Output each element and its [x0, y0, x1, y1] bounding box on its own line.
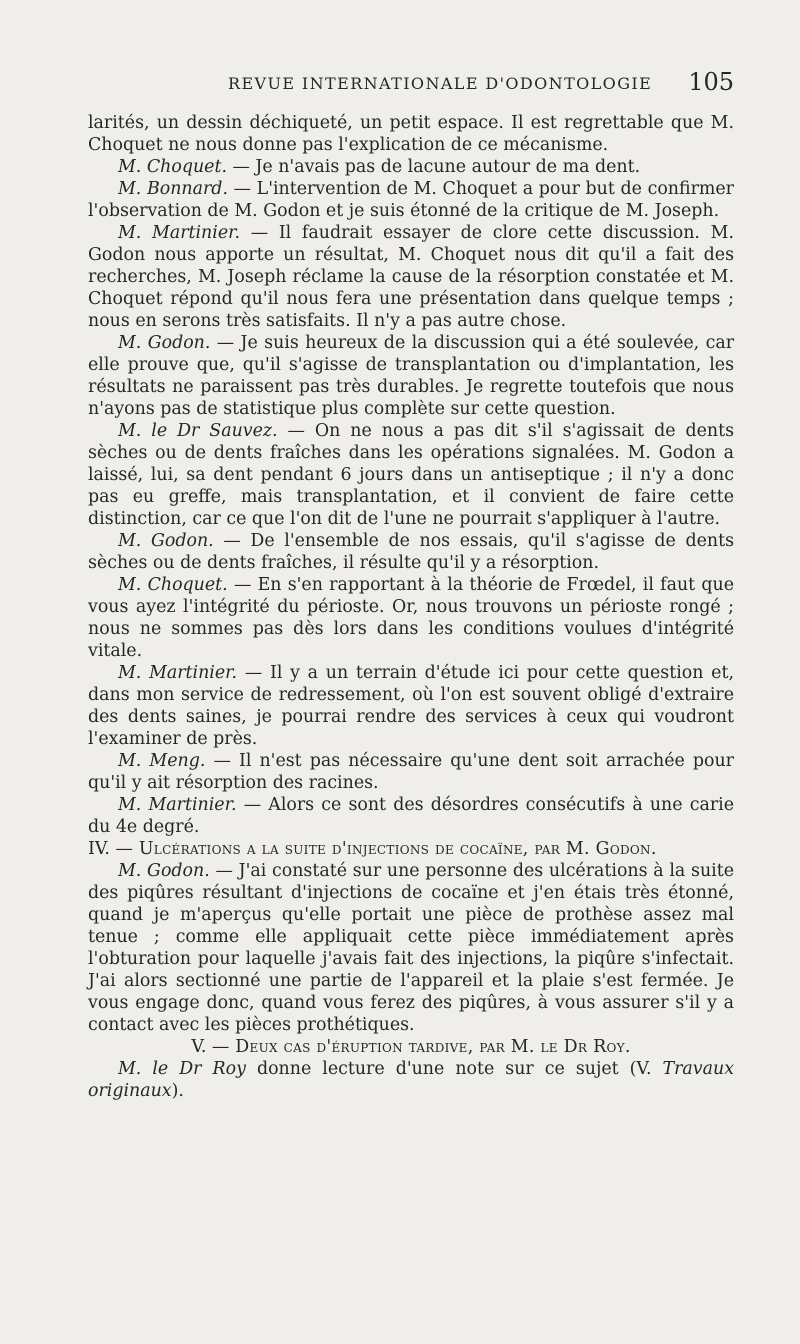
speaker-name: M. Martinier.	[118, 223, 241, 243]
paragraph-text: — Il n'est pas nécessaire qu'une dent soit arrachée pour qu'il y ait résorption des racines.	[88, 751, 734, 793]
paragraph	[88, 860, 734, 1036]
section-title: Ulcérations a la suite d'injections de cocaïne, par M. Godon.	[138, 839, 657, 859]
paragraph-text: ).	[171, 1081, 184, 1101]
paragraph-text: — L'intervention de M. Choquet a pour but de confirmer l'observation de M. Godon et je suis étonné de la critique de M. Joseph.	[88, 179, 734, 221]
speaker-name: M. Bonnard.	[118, 179, 228, 199]
reference-title: Travaux originaux	[88, 1059, 734, 1101]
speaker-name: M. le Dr Sauvez.	[118, 421, 278, 441]
speaker-name: M. Meng.	[118, 751, 206, 771]
running-header	[88, 66, 734, 102]
paragraph-text: — Je suis heureux de la discussion qui a été soulevée, car elle prouve que, qu'il s'agisse de transplantation ou d'implantation, les résultats ne paraissent pas très durables. Je regrette toutefois que nous n'ayons pas de statistique plus complète sur cette question.	[88, 333, 735, 419]
speaker-name: M. Martinier.	[118, 663, 238, 683]
paragraph-text: — Je n'avais pas de lacune autour de ma dent.	[226, 157, 641, 177]
section-numeral: V. —	[191, 1037, 230, 1057]
paragraph	[88, 156, 734, 178]
paragraph	[88, 1058, 734, 1102]
paragraph-text: — De l'ensemble de nos essais, qu'il s'agisse de dents sèches ou de dents fraîches, il résulte qu'il y a résorption.	[88, 531, 734, 573]
speaker-name: M. Godon.	[118, 861, 210, 881]
paragraph-text: — Il y a un terrain d'étude ici pour cette question et, dans mon service de redressement, où l'on est souvent obligé d'extraire des dents saines, je pourrai rendre des services à ceux qui voudront l'examiner de près.	[88, 663, 734, 749]
speaker-name: M. le Dr Roy	[118, 1059, 246, 1079]
paragraph	[88, 332, 734, 420]
paragraph-text: — Alors ce sont des désordres consécutifs à une carie du 4e degré.	[88, 795, 734, 837]
paragraph-text: — Il faudrait essayer de clore cette discussion. M. Godon nous apporte un résultat, M. Choquet nous dit qu'il a fait des recherches, M. Joseph réclame la cause de la résorption constatée et M. Choquet répond qu'il nous fera une présentation dans quelque temps ; nous en serons très satisfaits. Il n'y a pas autre chose.	[88, 223, 734, 331]
paragraph	[88, 112, 734, 156]
paragraph-text: donne lecture d'une note sur ce sujet (V.	[245, 1059, 663, 1079]
paragraph	[88, 530, 734, 574]
paragraph	[88, 178, 734, 222]
paragraph	[88, 222, 734, 332]
paragraph	[88, 420, 734, 530]
paragraph-text: — En s'en rapportant à la théorie de Frœdel, il faut que vous ayez l'intégrité du périoste. Or, nous trouvons un périoste rongé ; nous ne sommes pas dès lors dans les conditions voulues d'intégrité vitale.	[88, 575, 735, 661]
section-heading-iv	[88, 838, 734, 860]
speaker-name: M. Godon.	[118, 531, 214, 551]
speaker-name: M. Choquet.	[118, 157, 227, 177]
paragraph	[88, 750, 734, 794]
speaker-name: M. Choquet.	[118, 575, 228, 595]
running-title: REVUE INTERNATIONALE D'ODONTOLOGIE	[228, 74, 653, 93]
paragraph-text: larités, un dessin déchiqueté, un petit espace. Il est regrettable que M. Choquet ne nous donne pas l'explication de ce mécanisme.	[88, 113, 734, 155]
paragraph	[88, 794, 734, 838]
page-number: 105	[688, 68, 734, 96]
speaker-name: M. Martinier.	[118, 795, 237, 815]
paragraph	[88, 574, 734, 662]
document-body	[88, 112, 734, 1102]
section-title: Deux cas d'éruption tardive, par M. le Dr Roy.	[235, 1037, 631, 1057]
paragraph-text: — J'ai constaté sur une personne des ulcérations à la suite des piqûres résultant d'injections de cocaïne et j'en étais très étonné, quand je m'aperçus qu'elle portait une pièce de prothèse assez mal tenue ; comme elle appliquait cette pièce immédiatement après l'obturation pour laquelle j'avais fait des injections, la piqûre s'infectait. J'ai alors sectionné une partie de l'appareil et la plaie s'est fermée. Je vous engage donc, quand vous ferez des piqûres, à vous assurer s'il y a contact avec les pièces prothétiques.	[88, 861, 734, 1035]
paragraph-text: — On ne nous a pas dit s'il s'agissait de dents sèches ou de dents fraîches dans les opérations signalées. M. Godon a laissé, lui, sa dent pendant 6 jours dans un antiseptique ; il n'y a donc pas eu greffe, mais transplantation, et il convient de faire cette distinction, car ce que l'on dit de l'une ne pourrait s'appliquer à l'autre.	[88, 421, 734, 529]
section-numeral: IV. —	[88, 839, 133, 859]
paragraph	[88, 662, 734, 750]
section-heading-v	[88, 1036, 734, 1058]
speaker-name: M. Godon.	[118, 333, 211, 353]
